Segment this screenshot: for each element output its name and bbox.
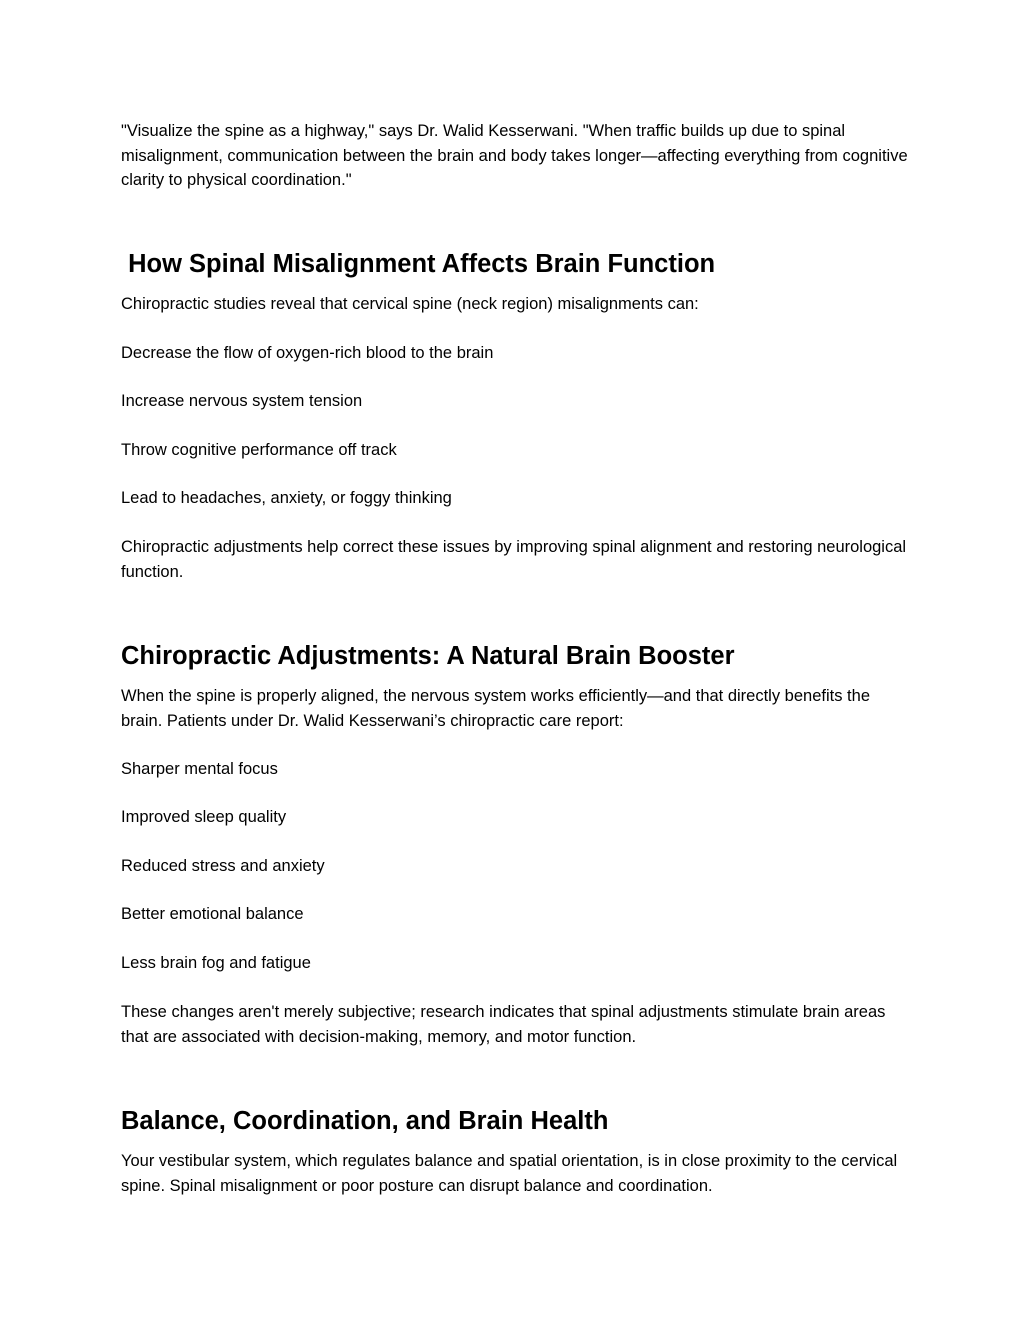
list-item: Reduced stress and anxiety (121, 857, 325, 875)
intro-quote-paragraph: "Visualize the spine as a highway," says Dr. Walid Kesserwani. "When traffic builds up due to spinal misalignment, communication between the brain and body takes longer—affecting everything from cognitive clarity to physical coordination." (121, 122, 908, 189)
section-heading-spinal-misalignment: How Spinal Misalignment Affects Brain Function (121, 250, 716, 278)
list-item: Decrease the flow of oxygen-rich blood to the brain (121, 344, 494, 362)
section-heading-adjustments: Chiropractic Adjustments: A Natural Brain Booster (121, 642, 735, 670)
list-item: Improved sleep quality (121, 808, 287, 826)
section2-lead-paragraph: When the spine is properly aligned, the nervous system works efficiently—and that directly benefits the brain. Patients under Dr. Walid Kesserwani’s chiropractic care report: (121, 687, 870, 730)
list-item: Less brain fog and fatigue (121, 954, 311, 972)
section3-lead-paragraph: Your vestibular system, which regulates balance and spatial orientation, is in close proximity to the cervical spine. Spinal misalignment or poor posture can disrupt balance and coordination. (121, 1152, 898, 1195)
list-item: Throw cognitive performance off track (121, 441, 397, 459)
list-item: Sharper mental focus (121, 760, 278, 778)
list-item: Increase nervous system tension (121, 392, 363, 410)
section-heading-balance: Balance, Coordination, and Brain Health (121, 1107, 609, 1135)
list-item: Better emotional balance (121, 905, 304, 923)
section1-closing-paragraph: Chiropractic adjustments help correct these issues by improving spinal alignment and restoring neurological function. (121, 538, 907, 581)
list-item: Lead to headaches, anxiety, or foggy thinking (121, 489, 452, 507)
section2-closing-paragraph: These changes aren't merely subjective; research indicates that spinal adjustments stimulate brain areas that are associated with decision-making, memory, and motor function. (121, 1003, 886, 1046)
section1-lead-paragraph: Chiropractic studies reveal that cervical spine (neck region) misalignments can: (121, 295, 699, 313)
